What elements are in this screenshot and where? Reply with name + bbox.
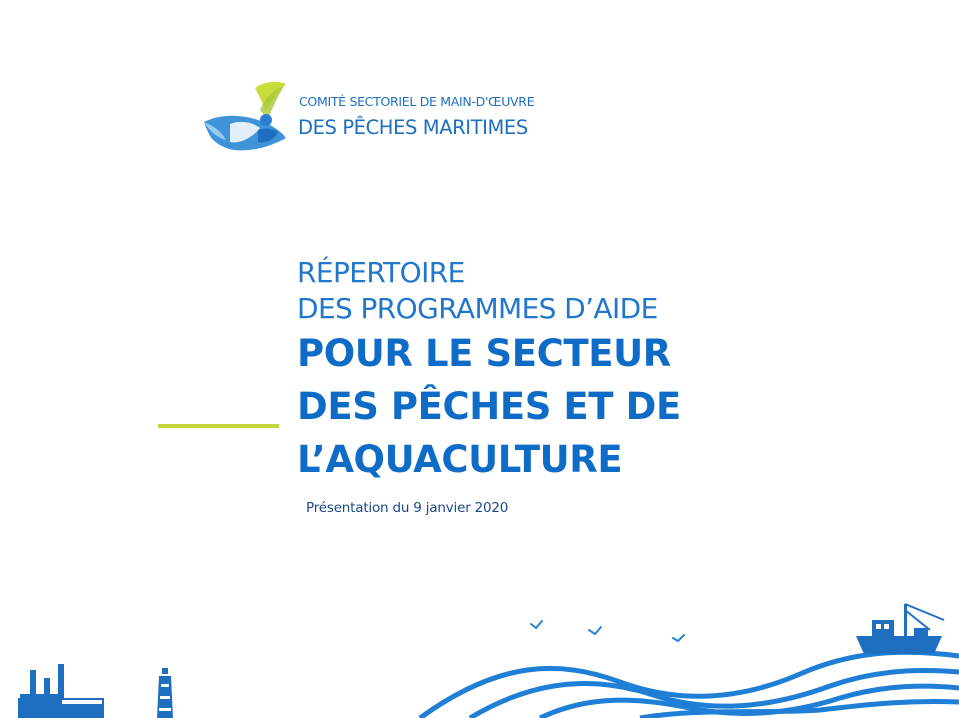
logo-text-line1: COMITÉ SECTORIEL DE MAIN-D'ŒUVRE xyxy=(299,94,535,109)
title-block xyxy=(297,255,681,486)
seagull-icon xyxy=(531,621,684,641)
presentation-date: Présentation du 9 janvier 2020 xyxy=(306,500,509,516)
organization-logo xyxy=(200,80,560,155)
title-line-4: DES PÊCHES ET DE xyxy=(297,385,681,428)
decorative-scene xyxy=(0,590,959,718)
title-line-5: L’AQUACULTURE xyxy=(297,438,623,481)
title-line-2: DES PROGRAMMES D’AIDE xyxy=(297,292,658,325)
accent-line xyxy=(158,424,279,428)
factory-icon xyxy=(18,664,104,718)
fishing-boat-icon xyxy=(856,604,944,654)
lighthouse-icon xyxy=(157,668,173,718)
logo-text-line2: DES PÊCHES MARITIMES xyxy=(298,116,528,139)
title-line-1: RÉPERTOIRE xyxy=(297,256,465,289)
title-line-3: POUR LE SECTEUR xyxy=(297,332,671,375)
fish-logo-icon xyxy=(200,80,295,155)
waves-icon xyxy=(420,652,959,718)
